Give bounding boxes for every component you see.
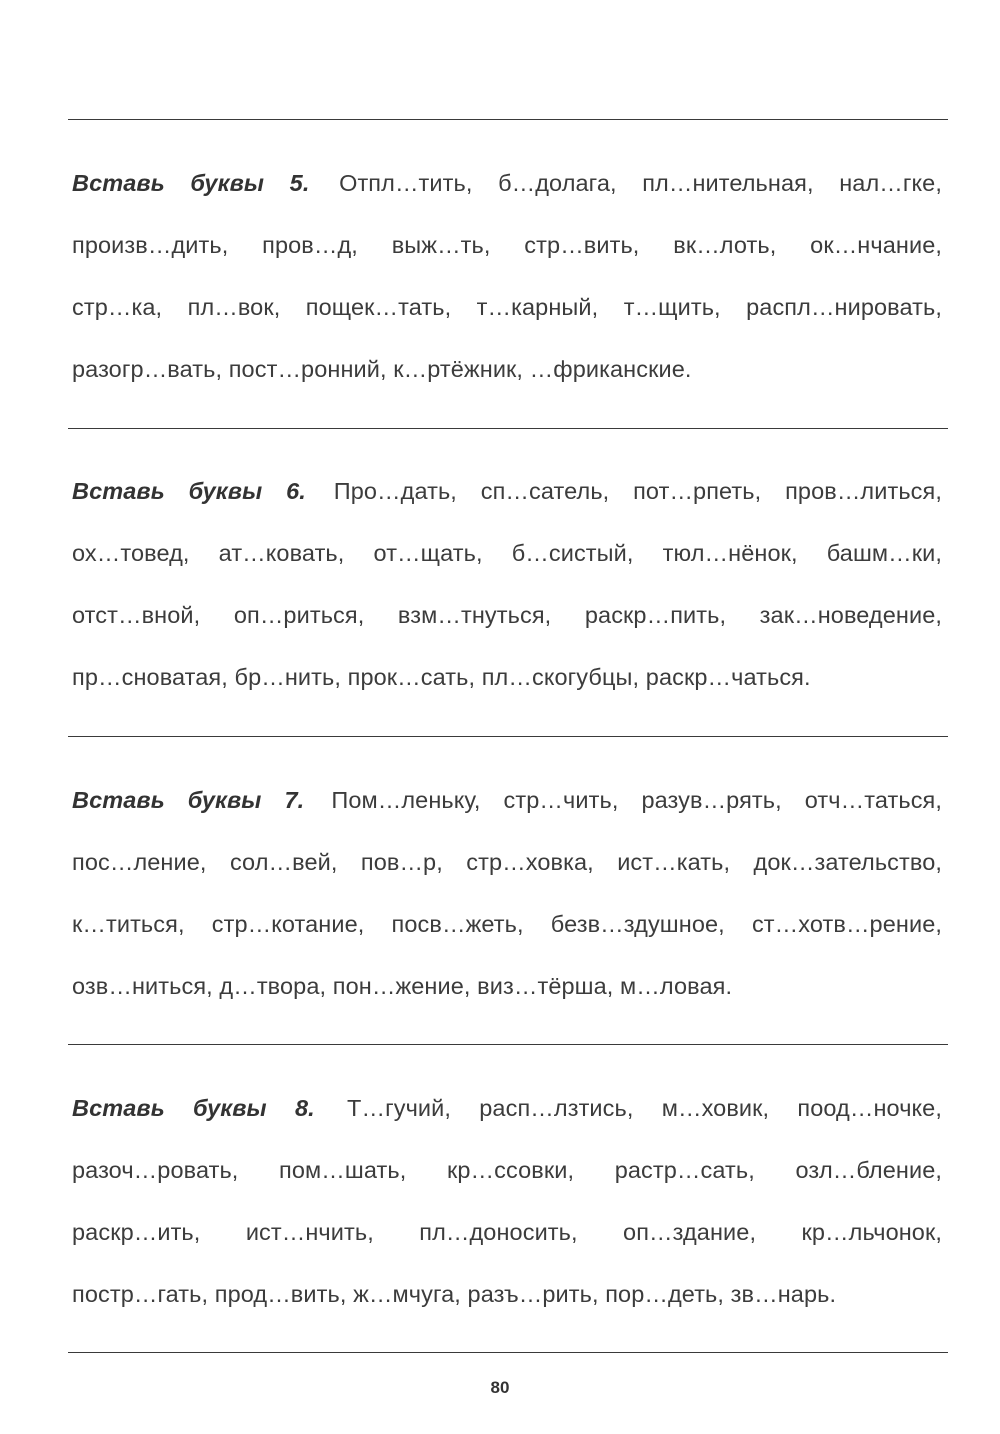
exercise-line: разогр…вать, пост…ронний, к…ртёжник, …фриканские. [72,356,692,382]
exercise-line: постр…гать, прод…вить, ж…мчуга, разъ…рить, пор…деть, зв…нарь. [72,1281,837,1307]
page-number: 80 [490,1378,510,1397]
exercise-heading: Вставь буквы 5. [72,170,310,196]
exercise-line [72,460,942,522]
exercise-text: Пом…леньку, стр…чить, разув…рять, отч…таться, [331,787,942,813]
exercise-line [72,1077,942,1139]
exercise-text: Т…гучий, расп…лзтись, м…ховик, поод…ночке, [347,1095,942,1121]
exercise-8 [72,1077,942,1325]
exercise-line [72,769,942,831]
divider-line [68,736,948,737]
divider-line [68,1044,948,1045]
exercise-line: ох…товед, ат…ковать, от…щать, б…систый, тюл…нёнок, башм…ки, [72,540,942,566]
exercise-5 [72,152,942,400]
exercise-heading: Вставь буквы 8. [72,1095,315,1121]
exercise-line: отст…вной, оп…риться, взм…тнуться, раскр…пить, зак…новедение, [72,602,942,628]
exercise-line: озв…ниться, д…твора, пон…жение, виз…тёрша, м…ловая. [72,973,733,999]
exercise-text: Отпл…тить, б…долага, пл…нительная, нал…гке, [339,170,942,196]
exercise-line [72,152,942,214]
exercise-line: стр…ка, пл…вок, пощек…тать, т…карный, т…щить, распл…нировать, [72,294,942,320]
exercise-line: к…титься, стр…котание, посв…жеть, безв…здушное, ст…хотв…рение, [72,911,942,937]
divider-line [68,119,948,120]
exercise-line: разоч…ровать, пом…шать, кр…ссовки, растр…сать, озл…бление, [72,1157,942,1183]
exercise-line: пр…сноватая, бр…нить, прок…сать, пл…скогубцы, раскр…чаться. [72,664,811,690]
exercise-line: пос…ление, сол…вей, пов…р, стр…ховка, ист…кать, док…зательство, [72,849,942,875]
divider-line [68,1352,948,1353]
exercise-heading: Вставь буквы 7. [72,787,305,813]
exercise-text: Про…дать, сп…сатель, пот…рпеть, пров…литься, [333,478,942,504]
exercise-6 [72,460,942,708]
exercise-7 [72,769,942,1017]
exercise-line: раскр…ить, ист…нчить, пл…доносить, оп…здание, кр…льчонок, [72,1219,942,1245]
exercise-heading: Вставь буквы 6. [72,478,306,504]
divider-line [68,428,948,429]
exercise-line: произв…дить, пров…д, выж…ть, стр…вить, вк…лоть, ок…нчание, [72,232,942,258]
